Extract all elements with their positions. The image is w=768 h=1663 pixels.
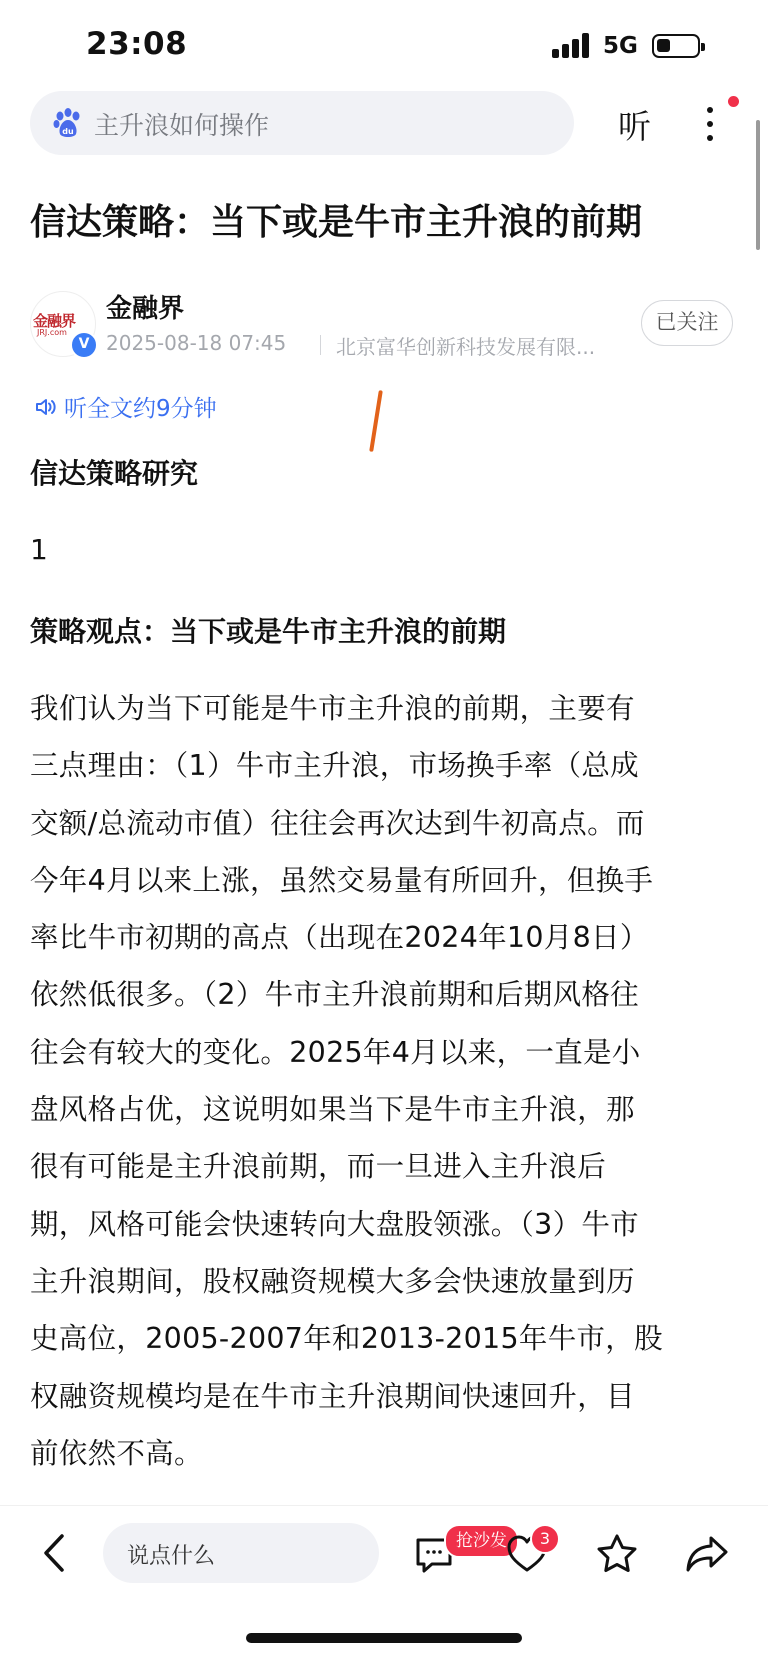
more-icon[interactable] (698, 101, 722, 147)
paragraph-line: 今年4月以来上涨，虽然交易量有所回升，但换手 (30, 863, 654, 897)
notification-dot (728, 96, 739, 107)
paragraph-line: 史高位，2005-2007年和2013-2015年牛市，股 (30, 1322, 663, 1356)
paragraph-line: 很有可能是主升浪前期，而一旦进入主升浪后 (30, 1150, 607, 1184)
article-paragraph (30, 680, 742, 1482)
section-heading: 信达策略研究 (30, 457, 199, 490)
avatar-logo-sub: JRJ.com (37, 328, 67, 337)
listen-button[interactable]: 听 (618, 107, 651, 146)
post-timestamp: 2025-08-18 07:45 (106, 331, 287, 355)
verified-icon: V (70, 331, 98, 359)
like-count-badge: 3 (530, 1524, 560, 1554)
paragraph-line: 前依然不高。 (30, 1436, 203, 1470)
listen-full-article-button[interactable] (34, 390, 217, 423)
paragraph-line: 我们认为当下可能是牛市主升浪的前期，主要有 (30, 692, 635, 725)
search-bar[interactable] (30, 91, 574, 155)
scrollbar[interactable] (756, 120, 760, 250)
paragraph-line: 盘风格占优，这说明如果当下是牛市主升浪，那 (30, 1093, 635, 1127)
annotation-mark (369, 390, 383, 452)
meta-divider (320, 335, 321, 355)
paragraph-line: 交额/总流动市值）往往会再次达到牛初高点。而 (30, 806, 645, 840)
comment-placeholder: 说点什么 (127, 1544, 216, 1569)
section-number: 1 (30, 533, 48, 566)
svg-text:du: du (62, 127, 74, 136)
follow-button[interactable]: 已关注 (641, 300, 733, 346)
star-icon[interactable] (594, 1531, 640, 1577)
comment-input[interactable] (103, 1523, 379, 1583)
home-indicator[interactable] (246, 1633, 522, 1643)
battery-icon (652, 34, 700, 58)
paragraph-line: 率比牛市初期的高点（出现在2024年10月8日） (30, 921, 649, 955)
back-icon[interactable] (36, 1530, 76, 1576)
status-bar (0, 0, 768, 90)
network-label: 5G (603, 33, 638, 59)
share-icon[interactable] (684, 1532, 730, 1576)
avatar-logo: 金融界 (33, 312, 76, 330)
baidu-paw-icon (52, 107, 84, 139)
author-name[interactable]: 金融界 (106, 294, 185, 324)
toolbar-divider (0, 1505, 768, 1506)
paragraph-line: 往会有较大的变化。2025年4月以来，一直是小 (30, 1035, 641, 1069)
search-input[interactable]: 主升浪如何操作 (94, 111, 270, 140)
publisher-name: 北京富华创新科技发展有限... (336, 335, 596, 359)
paragraph-line: 期，风格可能会快速转向大盘股领涨。（3）牛市 (30, 1207, 639, 1241)
subheading: 策略观点：当下或是牛市主升浪的前期 (30, 615, 507, 648)
paragraph-line: 三点理由：（1）牛市主升浪，市场换手率（总成 (30, 749, 639, 783)
listen-full-label: 听全文约9分钟 (64, 396, 217, 422)
status-time: 23:08 (86, 26, 188, 62)
article-title: 信达策略：当下或是牛市主升浪的前期 (30, 202, 643, 243)
paragraph-line: 主升浪期间，股权融资规模大多会快速放量到历 (30, 1264, 635, 1298)
paragraph-line: 依然低很多。（2）牛市主升浪前期和后期风格往 (30, 978, 639, 1012)
signal-icon (552, 32, 592, 58)
sofa-badge: 抢沙发 (444, 1524, 519, 1558)
paragraph-line: 权融资规模均是在牛市主升浪期间快速回升，目 (30, 1379, 635, 1413)
speaker-icon (34, 395, 58, 419)
